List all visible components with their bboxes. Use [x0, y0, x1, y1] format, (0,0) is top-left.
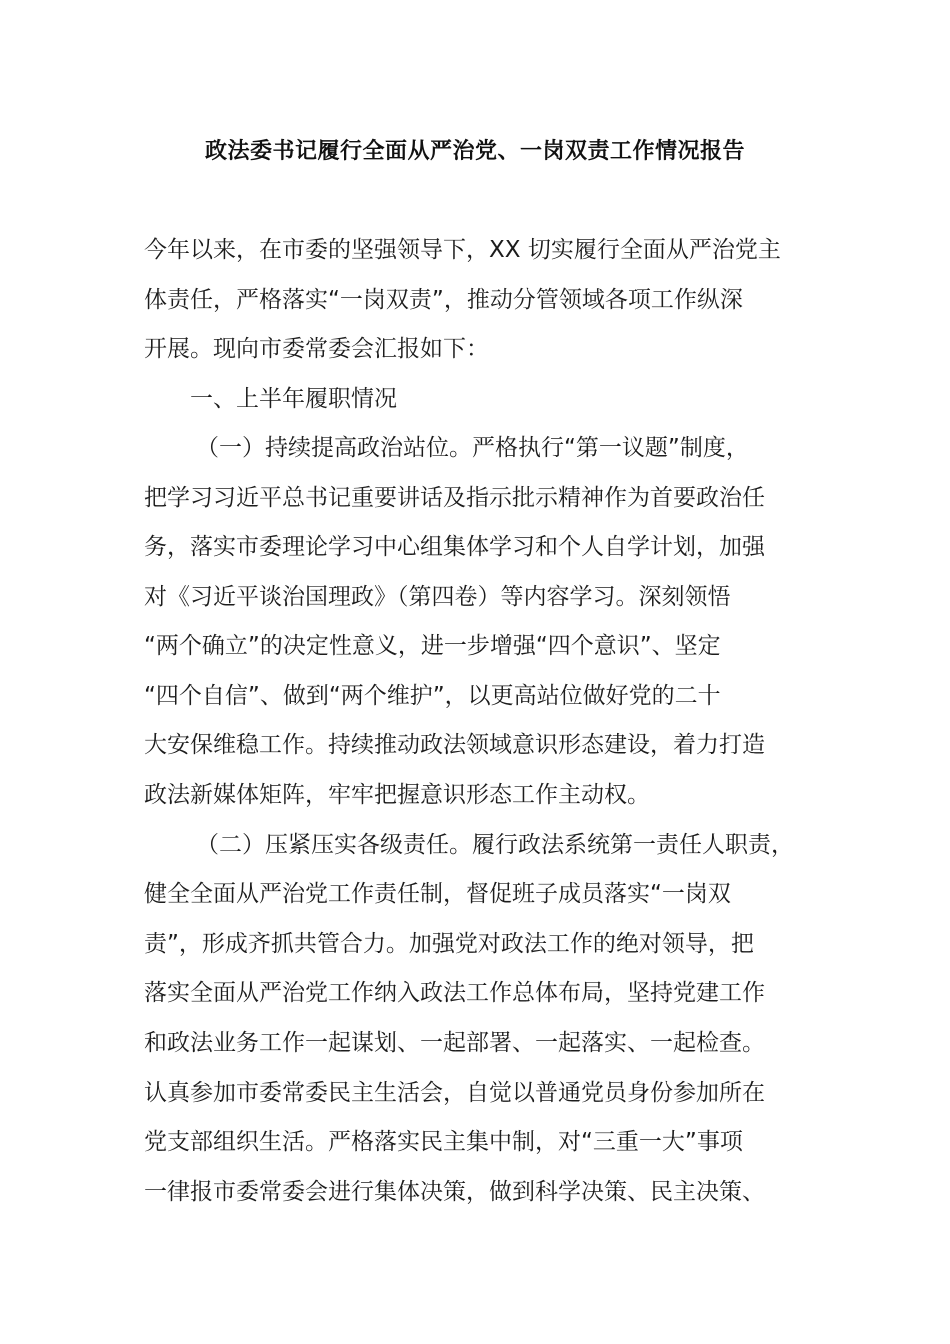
subsection-line: （二）压紧压实各级责任。履行政法系统第一责任人职责，: [196, 832, 794, 858]
body-line: 认真参加市委常委民主生活会，自觉以普通党员身份参加所在: [144, 1080, 765, 1106]
body-line: 对《习近平谈治国理政》（第四卷）等内容学习。深刻领悟: [144, 584, 731, 610]
body-line: 责”，形成齐抓共管合力。加强党对政法工作的绝对领导，把: [144, 931, 754, 957]
body-line: 大安保维稳工作。持续推动政法领域意识形态建设，着力打造: [144, 732, 765, 758]
body-line: 落实全面从严治党工作纳入政法工作总体布局，坚持党建工作: [144, 980, 765, 1006]
body-line: “四个自信”、做到“两个维护”，以更高站位做好党的二十: [144, 683, 721, 709]
body-line: 把学习习近平总书记重要讲话及指示批示精神作为首要政治任: [144, 485, 765, 511]
body-line: 体责任，严格落实“一岗双责”，推动分管领域各项工作纵深: [144, 287, 743, 313]
body-line: 务，落实市委理论学习中心组集体学习和个人自学计划，加强: [144, 534, 765, 560]
body-line: 健全全面从严治党工作责任制，督促班子成员落实“一岗双: [144, 881, 731, 907]
section-heading: 一、上半年履职情况: [190, 386, 397, 412]
body-line: 开展。现向市委常委会汇报如下：: [144, 336, 489, 362]
body-line: 一律报市委常委会进行集体决策，做到科学决策、民主决策、: [144, 1179, 765, 1205]
subsection-line: （一）持续提高政治站位。严格执行“第一议题”制度，: [196, 435, 749, 461]
body-line: 政法新媒体矩阵，牢牢把握意识形态工作主动权。: [144, 782, 650, 808]
body-line: 和政法业务工作一起谋划、一起部署、一起落实、一起检查。: [144, 1030, 765, 1056]
body-line: “两个确立”的决定性意义，进一步增强“四个意识”、坚定: [144, 633, 721, 659]
document-title: 政法委书记履行全面从严治党、一岗双责工作情况报告: [204, 139, 745, 164]
body-line: 今年以来，在市委的坚强领导下，XX 切实履行全面从严治党主: [144, 237, 781, 263]
body-line: 党支部组织生活。严格落实民主集中制，对“三重一大”事项: [144, 1129, 743, 1155]
